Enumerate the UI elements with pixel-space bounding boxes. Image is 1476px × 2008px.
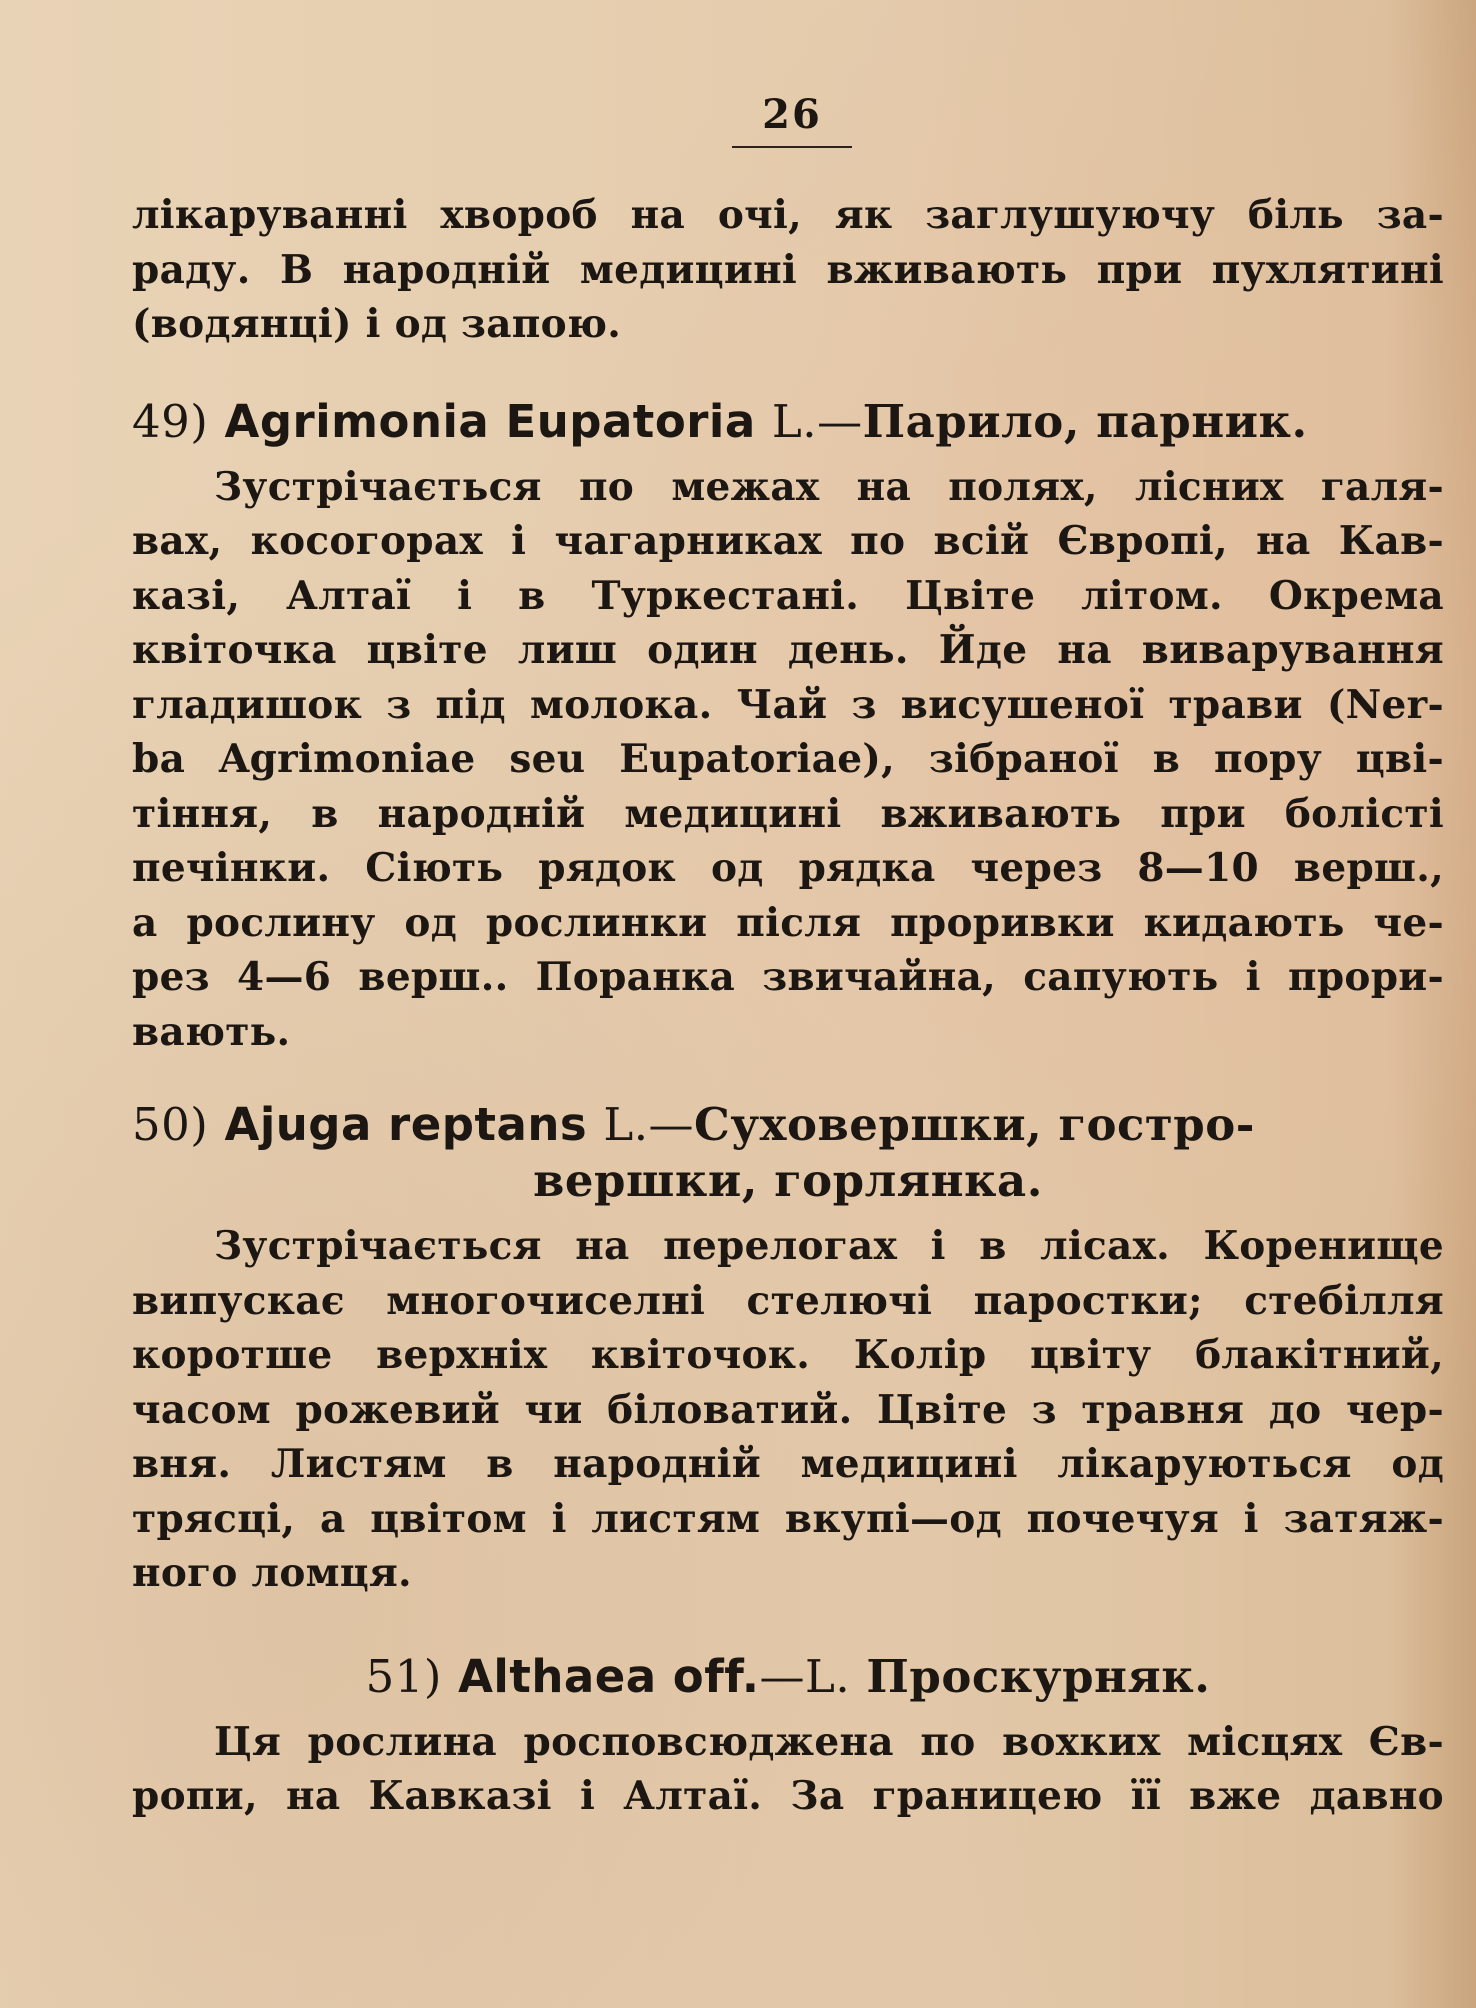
book-page xyxy=(132,92,1444,1824)
text-line: раду. В народній медицині вживають при пухлятині xyxy=(132,246,1444,293)
text-line: ропи, на Кавказі і Алтаї. За границею її вже давно xyxy=(132,1773,1444,1819)
text-line: (водянці) і од запою. xyxy=(132,301,622,347)
entry-number: 49) xyxy=(132,394,209,448)
common-name: Парило, парник. xyxy=(862,394,1308,448)
entry-heading-50 xyxy=(132,1097,1444,1209)
text-line: тіння, в народній медицині вживають при болісті xyxy=(132,790,1444,837)
text-line: гладишок з під молока. Чай з висушеної трави (Ner- xyxy=(132,681,1444,728)
text-line: квіточка цвіте лиш один день. Йде на виварування xyxy=(132,627,1444,673)
entry-number: 51) xyxy=(365,1649,442,1703)
text-line: вах, косогорах і чагарниках по всій Європі, на Кав- xyxy=(132,518,1444,564)
text-line: лікаруванні хвороб на очі, як заглушуючу біль за- xyxy=(132,192,1444,238)
text-line: часом рожевий чи біловатий. Цвіте з травня до чер- xyxy=(132,1386,1444,1433)
entry-paragraph-49 xyxy=(132,460,1444,1060)
common-name: Проскурняк. xyxy=(866,1649,1211,1703)
author-abbrev: L.— xyxy=(771,394,863,448)
text-line: Ця рослина росповсюджена по вохких місцях Єв- xyxy=(214,1718,1444,1765)
text-line: Зустрічається на перелогах і в лісах. Коренище xyxy=(214,1223,1444,1269)
entry-paragraph-50 xyxy=(132,1219,1444,1601)
intro-paragraph xyxy=(132,188,1444,352)
text-line: трясці, а цвітом і листям вкупі—од почечуя і затяж- xyxy=(132,1495,1444,1542)
author-abbrev: —L. xyxy=(759,1649,851,1703)
text-line: коротше верхніх квіточок. Колір цвіту блакітний, xyxy=(132,1332,1444,1378)
text-line: а рослину од рослинки після проривки кидають че- xyxy=(132,899,1444,946)
text-line: вають. xyxy=(132,1008,291,1055)
entry-heading-51 xyxy=(132,1649,1444,1705)
text-line: випускає многочиселні стелючі паростки; стебілля xyxy=(132,1277,1444,1324)
entry-paragraph-51 xyxy=(132,1715,1444,1824)
text-line: Зустрічається по межах на полях, лісних галя- xyxy=(214,463,1444,510)
latin-name: Agrimonia Eupatoria xyxy=(224,394,756,448)
text-line: казі, Алтаї і в Туркестані. Цвіте літом. Окрема xyxy=(132,572,1444,619)
common-name-continued: вершки, горлянка. xyxy=(533,1154,1043,1207)
text-line: ba Agrimoniae seu Eupatoriae), зібраної в пору цві- xyxy=(132,736,1444,782)
text-line: рез 4—6 верш.. Поранка звичайна, сапують і прори- xyxy=(132,954,1444,1000)
common-name: Суховершки, гостро- xyxy=(694,1098,1255,1151)
entry-number: 50) xyxy=(132,1098,209,1151)
latin-name: Althaea off. xyxy=(458,1649,760,1703)
page-number-rule xyxy=(732,146,852,148)
text-line: вня. Листям в народній медицині лікаруються од xyxy=(132,1441,1444,1487)
author-abbrev: L.— xyxy=(603,1098,695,1151)
entry-heading-49 xyxy=(132,394,1444,450)
text-line: ного ломця. xyxy=(132,1550,412,1596)
text-line: печінки. Сіють рядок од рядка через 8—10 верш., xyxy=(132,845,1444,891)
page-number: 26 xyxy=(762,91,822,138)
latin-name: Ajuga reptans xyxy=(224,1098,588,1151)
